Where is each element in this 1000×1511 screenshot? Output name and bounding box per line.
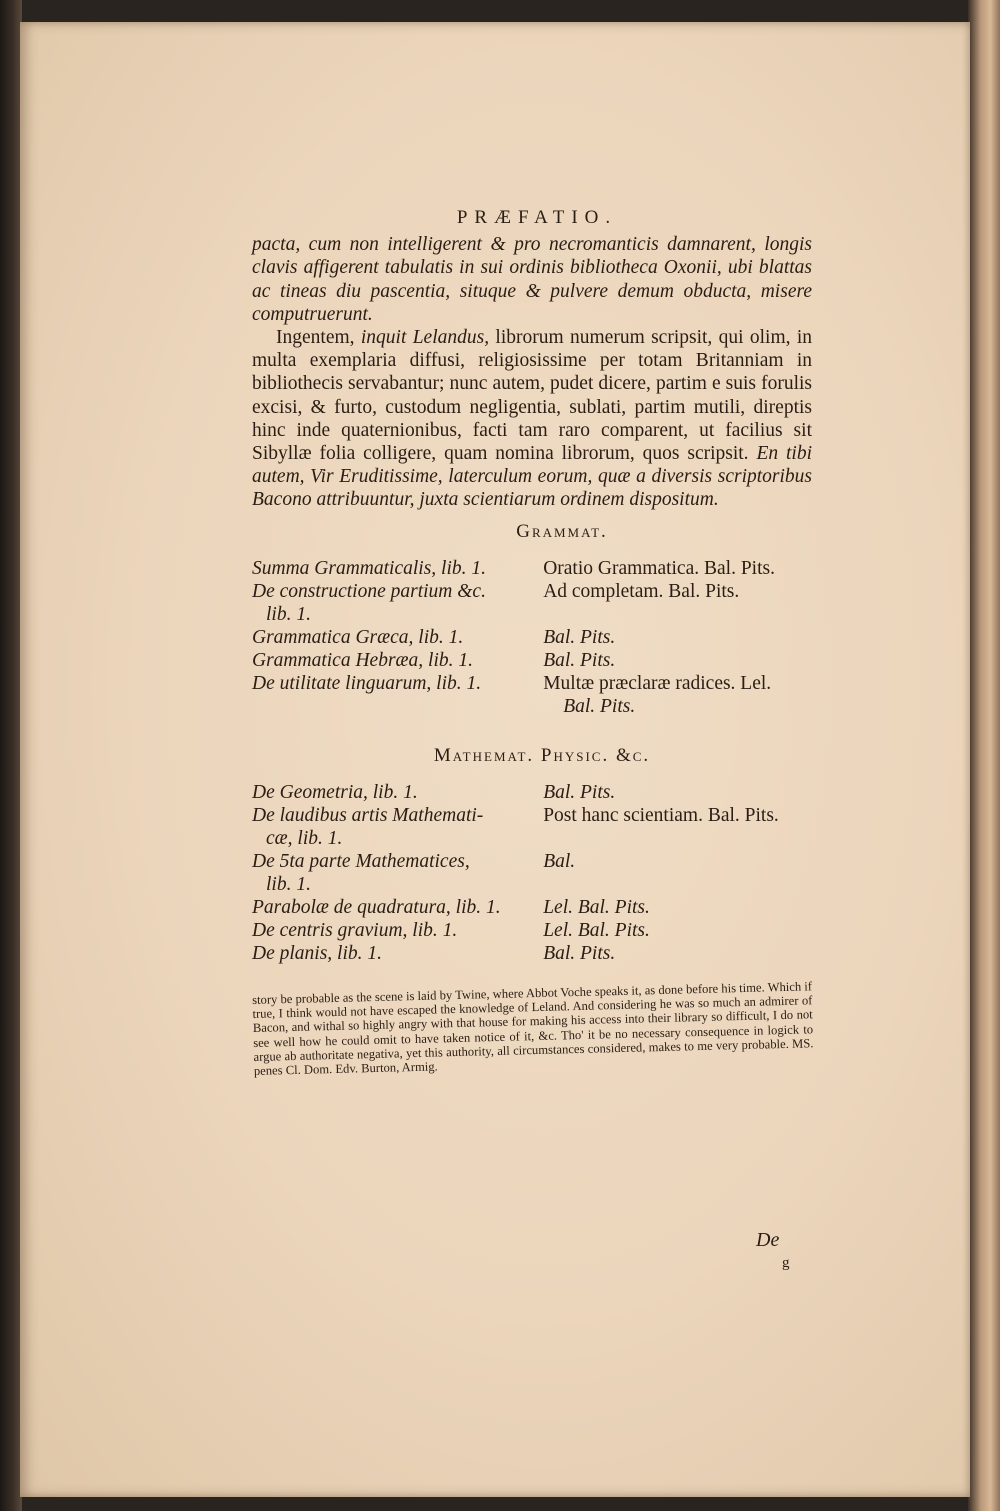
works-table-mathemat (252, 781, 812, 965)
paragraph-lelandus-a: Ingentem, (276, 327, 361, 349)
facing-page-edge (968, 0, 1000, 1511)
work-title: Grammatica Græca, lib. 1. (252, 626, 464, 648)
work-title: De constructione partium &c. lib. 1. (252, 580, 486, 625)
table-row (252, 804, 812, 850)
works-table-grammat (252, 557, 812, 718)
running-head: PRÆFATIO. (456, 207, 618, 228)
page-content (252, 206, 812, 1091)
section-heading-grammat: Grammat. (516, 520, 608, 542)
table-row (252, 626, 812, 649)
paragraph-lelandus-d: En tibi autem, Vir Eruditissime, laterculum eorum, quæ a diversis scriptoribus Bacono attribuuntur, juxta scientiarum ordinem dispositum. (252, 443, 812, 511)
work-source: Oratio Grammatica. Bal. Pits. (543, 557, 775, 579)
work-title: De Geometria, lib. 1. (252, 782, 418, 804)
paragraph-continuation: pacta, cum non intelligerent & pro necromanticis damnarent, longis clavis affigerent tabulatis in sui ordinis bibliotheca Oxonii, ubi blattas ac tineas diu pascentia, situque & pulvere demum obducta, misere computruerunt. (252, 234, 812, 325)
work-title: De laudibus artis Mathemati- cæ, lib. 1. (252, 805, 484, 850)
table-row (252, 557, 812, 580)
work-source: Post hanc scientiam. Bal. Pits. (543, 805, 779, 827)
table-row (252, 649, 812, 672)
work-source: Bal. Pits. (543, 649, 616, 671)
paragraph-lelandus-c: librorum numerum scripsit, qui olim, in multa exemplaria diffusi, religiosissime per totam Britanniam in bibliothecis servabantur; nunc autem, pudet dicere, partim e suis forulis excisi, & furto, custodum negligentia, sublati, partim mutili, direptis hinc inde quaternionibus, facti tam raro comparent, ut facilius sit Sibyllæ folia colligere, quam nomina librorum, quos scripsit. (252, 327, 813, 465)
work-source: Bal. (543, 851, 576, 873)
work-title: Grammatica Hebræa, lib. 1. (252, 649, 473, 671)
work-title: Parabolæ de quadratura, lib. 1. (252, 897, 501, 919)
signature-mark: g (782, 1255, 790, 1271)
work-title: De 5ta parte Mathematices, lib. 1. (252, 851, 470, 896)
paragraph-lelandus-b: inquit Lelandus, (360, 327, 490, 349)
section-heading-mathemat: Mathemat. Physic. &c. (433, 744, 651, 766)
table-row (252, 580, 812, 626)
table-row (252, 919, 812, 942)
book-page (20, 22, 970, 1497)
table-row (252, 896, 812, 919)
book-spine (0, 0, 22, 1511)
work-source: Lel. Bal. Pits. (543, 897, 650, 919)
work-title: De planis, lib. 1. (252, 943, 382, 965)
catchword: De (756, 1229, 780, 1251)
table-row (252, 942, 812, 965)
footnote: story be probable as the scene is laid by Twine, where Abbot Voche speaks it, as done before his time. Which if true, I think would not have escaped the knowledge of Leland. And considering he was so much an admirer of Bacon, and withal so highly angry with that house for making his access into their library so difficult, I do not see well how he could omit to have taken notice of it, &c. Tho' it be no necessary consequence in logick to argue ab authoritate negativa, yet this authority, all circumstances considered, makes to me very probable. MS. penes Cl. Dom. Edv. Burton, Armig. (252, 979, 814, 1079)
work-source: Lel. Bal. Pits. (543, 920, 650, 942)
table-row (252, 781, 812, 804)
paragraph-lelandus (252, 326, 812, 512)
work-source: Ad completam. Bal. Pits. (543, 580, 740, 602)
work-title: De utilitate linguarum, lib. 1. (252, 672, 482, 694)
table-row (252, 672, 812, 718)
work-source: Bal. Pits. (543, 782, 616, 804)
work-source: Multæ præclaræ radices. Lel. Bal. Pits. (543, 672, 772, 717)
work-source: Bal. Pits. (543, 943, 616, 965)
work-source: Bal. Pits. (543, 626, 616, 648)
table-row (252, 850, 812, 896)
work-title: De centris gravium, lib. 1. (252, 920, 458, 942)
work-title: Summa Grammaticalis, lib. 1. (252, 557, 486, 579)
